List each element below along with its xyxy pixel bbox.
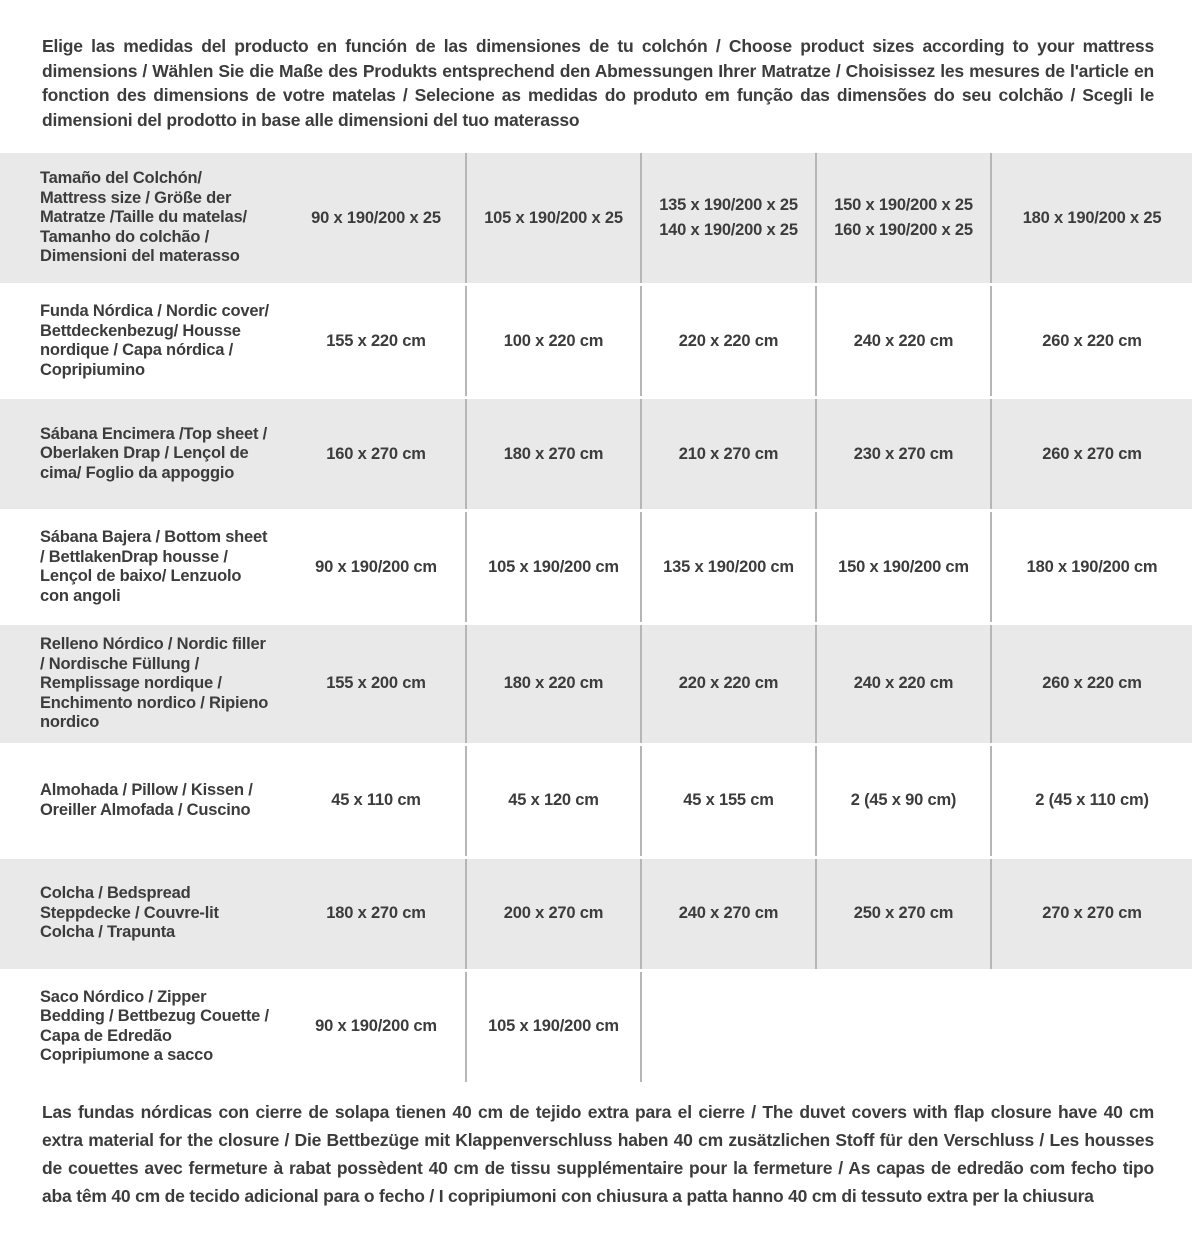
size-value-cell: 260 x 270 cm — [990, 399, 1192, 509]
product-label-cell: Sábana Encimera /Top sheet / Oberlaken Drap / Lençol de cima/ Foglio da appoggio — [40, 424, 268, 482]
product-label-cell: Almohada / Pillow / Kissen / Oreiller Almofada / Cuscino — [40, 781, 253, 819]
product-label-cell: Sábana Bajera / Bottom sheet / BettlakenDrap housse / Lençol de baixo/ Lenzuolo con angoli — [40, 528, 268, 605]
header-size-line: 140 x 190/200 x 25 — [659, 221, 798, 239]
intro-paragraph: Elige las medidas del producto en función de las dimensiones de tu colchón / Choose product sizes according to your mattress dimensions / Wählen Sie die Maße des Produkts entsprechend den Abmessungen Ihrer Matratze / Choisissez les mesures de l'article en fonction des dimensions de votre matelas / Selecione as medidas do produto em função das dimensões do seu colchão / Scegli le dimensioni del prodotto in base alle dimensioni del tuo materasso — [42, 36, 1154, 130]
size-value-cell: 250 x 270 cm — [815, 859, 990, 969]
product-label-cell: Funda Nórdica / Nordic cover/ Bettdeckenbezug/ Housse nordique / Capa nórdica / Copripiumino — [40, 302, 269, 379]
size-value-cell: 135 x 190/200 cm — [640, 512, 815, 622]
size-value-cell: 260 x 220 cm — [990, 625, 1192, 743]
size-value-cell: 180 x 270 cm — [465, 399, 640, 509]
size-value-cell: 220 x 220 cm — [640, 625, 815, 743]
size-value-cell: 240 x 220 cm — [815, 286, 990, 396]
size-value-cell: 155 x 220 cm — [326, 331, 426, 350]
header-size-line: 160 x 190/200 x 25 — [834, 221, 973, 239]
size-value-cell: 2 (45 x 90 cm) — [815, 746, 990, 856]
header-size-cell — [465, 153, 640, 283]
header-row — [0, 153, 1192, 283]
size-value-cell: 45 x 110 cm — [331, 791, 421, 809]
table-row — [0, 972, 1192, 1082]
size-value-cell: 240 x 220 cm — [815, 625, 990, 743]
size-table — [0, 153, 1192, 1082]
size-value-cell: 2 (45 x 110 cm) — [990, 746, 1192, 856]
size-value-cell: 45 x 155 cm — [640, 746, 815, 856]
size-value-cell: 230 x 270 cm — [815, 399, 990, 509]
size-value-cell: 155 x 200 cm — [326, 674, 426, 693]
table-row — [0, 512, 1192, 622]
table-row — [0, 625, 1192, 743]
empty-size-cell — [990, 972, 1192, 1082]
header-size-line: 180 x 190/200 x 25 — [1022, 208, 1162, 227]
header-label-cell: Tamaño del Colchón/ Mattress size / Größe der Matratze /Taille du matelas/ Tamanho do colchão / Dimensioni del materasso — [40, 169, 247, 266]
header-size-cell — [287, 153, 465, 283]
header-size-line: 150 x 190/200 x 25 — [834, 196, 973, 214]
empty-size-cell — [815, 972, 990, 1082]
size-value-cell: 150 x 190/200 cm — [815, 512, 990, 622]
size-value-cell: 270 x 270 cm — [990, 859, 1192, 969]
header-size-line: 135 x 190/200 x 25 — [659, 196, 798, 214]
size-value-cell: 160 x 270 cm — [326, 444, 426, 463]
size-value-cell: 180 x 270 cm — [326, 904, 426, 922]
header-size-line: 105 x 190/200 x 25 — [484, 208, 623, 227]
table-row — [0, 399, 1192, 509]
size-value-cell: 240 x 270 cm — [640, 859, 815, 969]
size-value-cell: 180 x 190/200 cm — [990, 512, 1192, 622]
header-size-cell — [815, 153, 990, 283]
size-value-cell: 220 x 220 cm — [640, 286, 815, 396]
header-size-cell — [990, 153, 1192, 283]
size-value-cell: 260 x 220 cm — [990, 286, 1192, 396]
table-row — [0, 746, 1192, 856]
product-label-cell: Relleno Nórdico / Nordic filler / Nordische Füllung / Remplissage nordique / Enchimento nordico / Ripieno nordico — [40, 635, 269, 731]
size-value-cell: 90 x 190/200 cm — [315, 557, 437, 576]
size-value-cell: 105 x 190/200 cm — [465, 972, 640, 1082]
size-value-cell: 200 x 270 cm — [465, 859, 640, 969]
size-value-cell: 105 x 190/200 cm — [465, 512, 640, 622]
size-value-cell: 180 x 220 cm — [465, 625, 640, 743]
product-label-cell: Colcha / Bedspread Steppdecke / Couvre-lit Colcha / Trapunta — [40, 884, 219, 942]
empty-size-cell — [640, 972, 815, 1082]
size-value-cell: 100 x 220 cm — [465, 286, 640, 396]
size-value-cell: 45 x 120 cm — [465, 746, 640, 856]
product-label-cell: Saco Nórdico / Zipper Bedding / Bettbezug Couette / Capa de Edredão Copripiumone a sacco — [40, 987, 269, 1064]
footnote-paragraph: Las fundas nórdicas con cierre de solapa tienen 40 cm de tejido extra para el cierre / The duvet covers with flap closure have 40 cm extra material for the closure / Die Bettbezüge mit Klappenverschluss haben 40 cm zusätzlichen Stoff für den Verschluss / Les housses de couettes avec fermeture à rabat possèdent 40 cm de tissu supplémentaire pour la fermeture / As capas de edredão com fecho tipo aba têm 40 cm de tecido adicional para o fecho / I copripiumoni con chiusura a patta hanno 40 cm di tessuto extra per la chiusura — [42, 1101, 1154, 1206]
table-row — [0, 859, 1192, 969]
table-row — [0, 286, 1192, 396]
header-size-line: 90 x 190/200 x 25 — [311, 208, 441, 227]
size-value-cell: 210 x 270 cm — [640, 399, 815, 509]
size-value-cell: 90 x 190/200 cm — [315, 1017, 437, 1035]
header-size-cell — [640, 153, 815, 283]
